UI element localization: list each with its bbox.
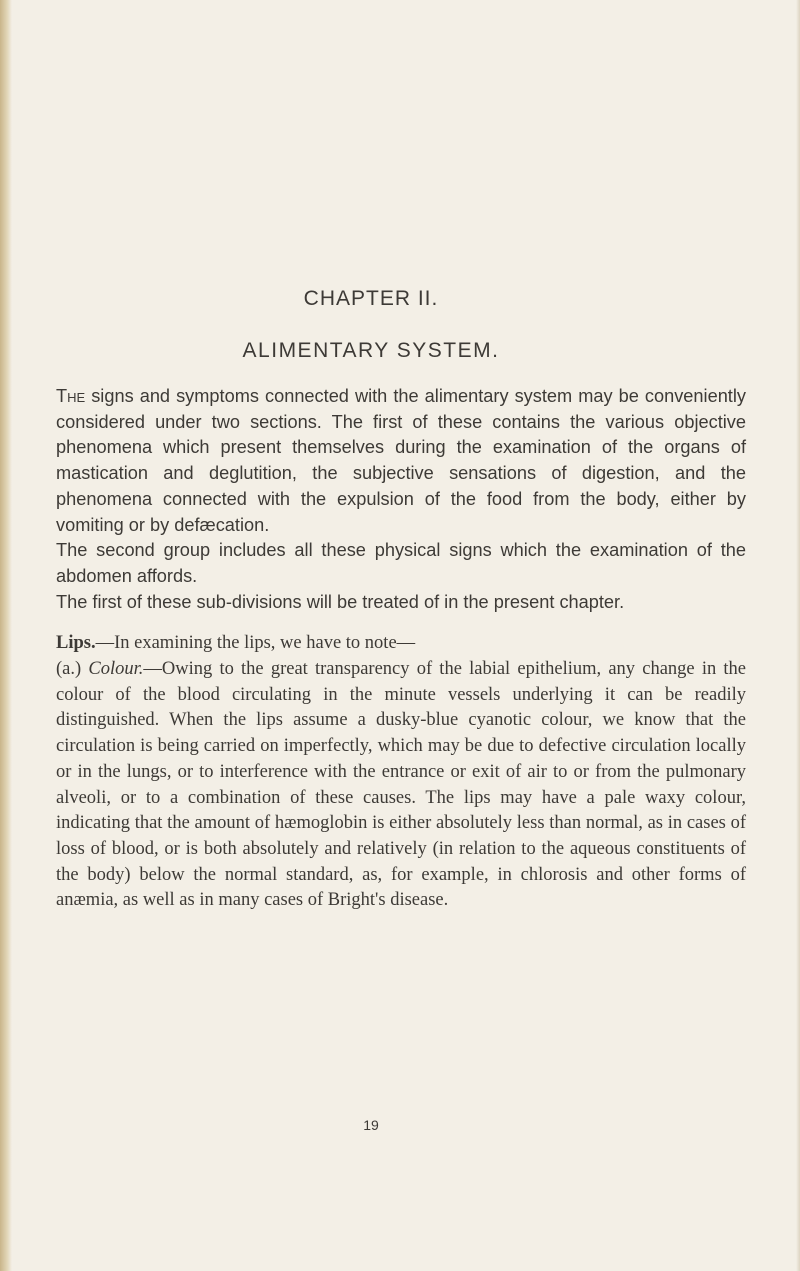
page-edge: [796, 0, 800, 1271]
paragraph-second-group: [56, 538, 746, 589]
colour-label: (a.): [56, 659, 82, 680]
colour-title: Colour.: [88, 659, 144, 680]
paragraph-subdivisions: [56, 590, 746, 616]
intro-paragraph: [56, 384, 746, 538]
lips-heading: Lips.: [56, 633, 96, 654]
colour-paragraph: [56, 657, 746, 914]
page-number: 19: [363, 1117, 379, 1133]
lips-paragraph: [56, 631, 746, 657]
paragraph-subdivisions-text: The first of these sub-divisions will be treated of in the present chapter.: [56, 591, 625, 612]
chapter-heading: CHAPTER II.: [303, 287, 439, 310]
paragraph-second-group-text: The second group includes all these physical signs which the examination of the abdomen affords.: [56, 540, 746, 586]
colour-text: —Owing to the great transparency of the labial epithelium, any change in the colour of the blood circulating in the minute vessels underlying it can be readily distinguished. When the lips assume a dusky-blue cyanotic colour, we know that the circulation is being carried on imperfectly, which may be due to defective circulation locally or in the lungs, or to interference with the entrance or exit of air to or from the pulmonary alveoli, or to a combination of these causes. The lips may have a pale waxy colour, indicating that the amount of hæmoglobin is either absolutely less than normal, as in cases of loss of blood, or is both absolutely and relatively (in relation to the aqueous constituents of the body) below the normal standard, as, for example, in chlorosis and other forms of anæmia, as well as in many cases of Bright's disease.: [56, 659, 747, 911]
intro-text: signs and symptoms connected with the alimentary system may be conveniently considered under two sections. The first of these contains the various objective phenomena which present themselves during the examination of the organs of mastication and deglutition, the subjective sensations of digestion, and the phenomena connected with the expulsion of the food from the body, either by vomiting or by defæcation.: [56, 386, 746, 535]
intro-lead-word: The: [56, 386, 86, 406]
body-text: [56, 384, 746, 914]
section-heading: ALIMENTARY SYSTEM.: [242, 339, 500, 362]
book-spine-shadow: [0, 0, 12, 1271]
book-page: [56, 0, 746, 1271]
lips-text: —In examining the lips, we have to note—: [95, 633, 416, 654]
